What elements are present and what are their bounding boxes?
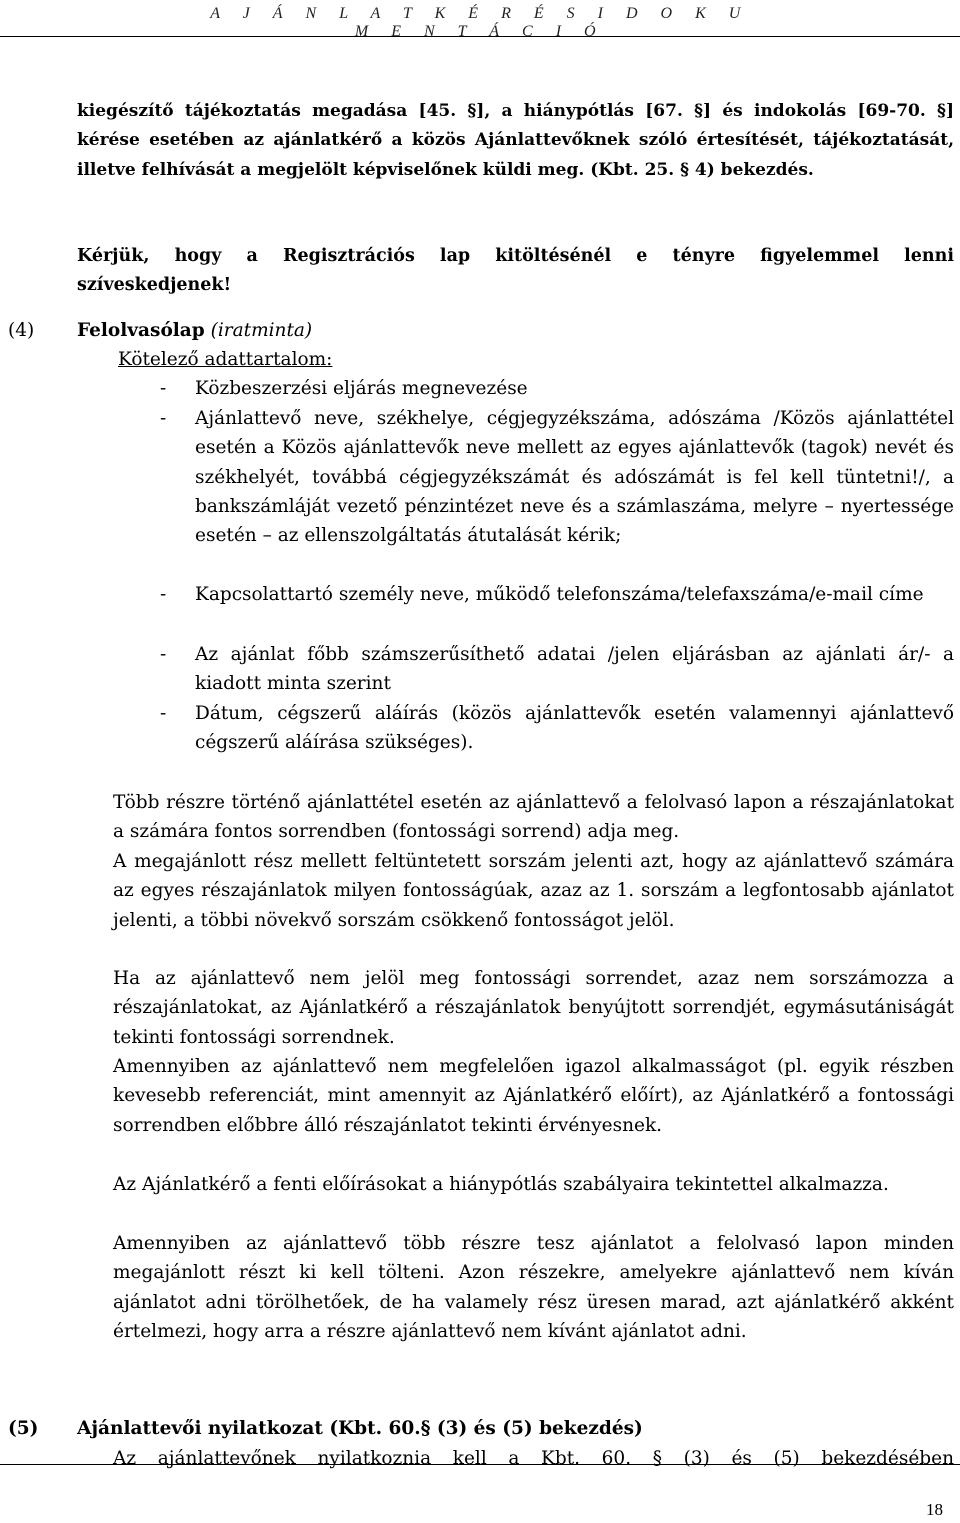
section-4-title-text: Felolvasólap bbox=[77, 320, 205, 341]
mandatory-content-label: Kötelező adattartalom: bbox=[118, 349, 333, 370]
section-4-title-note: (iratminta) bbox=[210, 320, 313, 341]
bullet-mark: - bbox=[160, 703, 167, 724]
section-4-title bbox=[77, 316, 312, 345]
section-4-paragraph: Amennyiben az ajánlattevő nem megfelelően igazol alkalmasságot (pl. egyik részben kevesebb referenciát, mint amennyit az Ajánlatkérő előírt), az Ajánlatkérő a fontossági sorrendben előbbre álló részajánlatot tekinti érvényesnek. bbox=[113, 1056, 954, 1136]
section-5-number bbox=[8, 1414, 38, 1443]
bullet-mark: - bbox=[160, 584, 167, 605]
section-5-number-text: (5) bbox=[8, 1418, 39, 1439]
bullet-item: Az ajánlat főbb számszerűsíthető adatai /jelen eljárásban az ajánlati ár/- a kiadott minta szerint bbox=[195, 644, 954, 695]
header-divider bbox=[0, 36, 960, 37]
registration-notice: Kérjük, hogy a Regisztrációs lap kitöltésénél e tényre figyelemmel lenni szíveskedjenek! bbox=[77, 246, 954, 296]
bullet-item: Közbeszerzési eljárás megnevezése bbox=[195, 378, 528, 399]
section-4-paragraph: A megajánlott rész mellett feltüntetett sorszám jelenti azt, hogy az ajánlattevő számára az egyes részajánlatok milyen fontosságúak, azaz az 1. sorszám a legfontosabb ajánlatot jelenti, a többi növekvő sorszám csökkenő fontosságot jelöl. bbox=[113, 851, 954, 931]
bullet-mark: - bbox=[160, 408, 167, 429]
section-4-paragraph: Ha az ajánlattevő nem jelöl meg fontossági sorrendet, azaz nem sorszámozza a részajánlatokat, az Ajánlatkérő a részajánlatok benyújtott sorrendjét, egymásutániságát tekinti fontossági sorrendnek. bbox=[113, 968, 954, 1048]
section-4-paragraph: Az Ajánlatkérő a fenti előírásokat a hiánypótlás szabályaira tekintettel alkalmazza. bbox=[113, 1174, 889, 1195]
footer-divider bbox=[0, 1464, 960, 1465]
section-4-number: (4) bbox=[8, 320, 35, 341]
section-4-paragraph: Amennyiben az ajánlattevő több részre tesz ajánlatot a felolvasó lapon minden megajánlott részt ki kell tölteni. Azon részekre, amelyekre ajánlattevő nem kíván ajánlatot adni törölhetőek, de ha valamely rész üresen marad, azt ajánlatkérő akként értelmezi, hogy arra a részre ajánlattevő nem kívánt ajánlatot adni. bbox=[113, 1233, 954, 1342]
section-5-text: Az ajánlattevőnek nyilatkoznia kell a Kbt. 60. § (3) és (5) bekezdésében bbox=[113, 1448, 954, 1469]
intro-paragraph: kiegészítő tájékoztatás megadása [45. §], a hiánypótlás [67. §] és indokolás [69-70. §] kérése esetében az ajánlatkérő a közös Ajánlattevőknek szóló értesítését, tájékoztatását, illetve felhívását a megjelölt képviselőnek küldi meg. (Kbt. 25. § 4) bekezdés. bbox=[77, 101, 954, 180]
document-header: A J Á N L A T K É R É S I D O K U M E N T Á C I Ó bbox=[210, 5, 750, 40]
section-5-title: Ajánlattevői nyilatkozat (Kbt. 60.§ (3) és (5) bekezdés) bbox=[77, 1418, 643, 1439]
bullet-item: Dátum, cégszerű aláírás (közös ajánlattevők esetén valamennyi ajánlattevő cégszerű aláírása szükséges). bbox=[195, 703, 954, 754]
bullet-mark: - bbox=[160, 378, 167, 399]
bullet-item: Kapcsolattartó személy neve, működő telefonszáma/telefaxszáma/e-mail címe bbox=[195, 584, 924, 605]
bullet-mark: - bbox=[160, 644, 167, 665]
bullet-item: Ajánlattevő neve, székhelye, cégjegyzékszáma, adószáma /Közös ajánlattétel esetén a Közös ajánlattevők neve mellett az egyes ajánlattevők (tagok) nevét és székhelyét, továbbá cégjegyzékszámát és adószámát is fel kell tüntetni!/, a bankszámláját vezető pénzintézet neve és a számlaszáma, melyre – nyertessége esetén – az ellenszolgáltatás átutalását kérik; bbox=[195, 408, 954, 547]
section-4-paragraph: Több részre történő ajánlattétel esetén az ajánlattevő a felolvasó lapon a részajánlatokat a számára fontos sorrendben (fontossági sorrend) adja meg. bbox=[113, 792, 954, 843]
page-number: 18 bbox=[926, 1500, 943, 1519]
